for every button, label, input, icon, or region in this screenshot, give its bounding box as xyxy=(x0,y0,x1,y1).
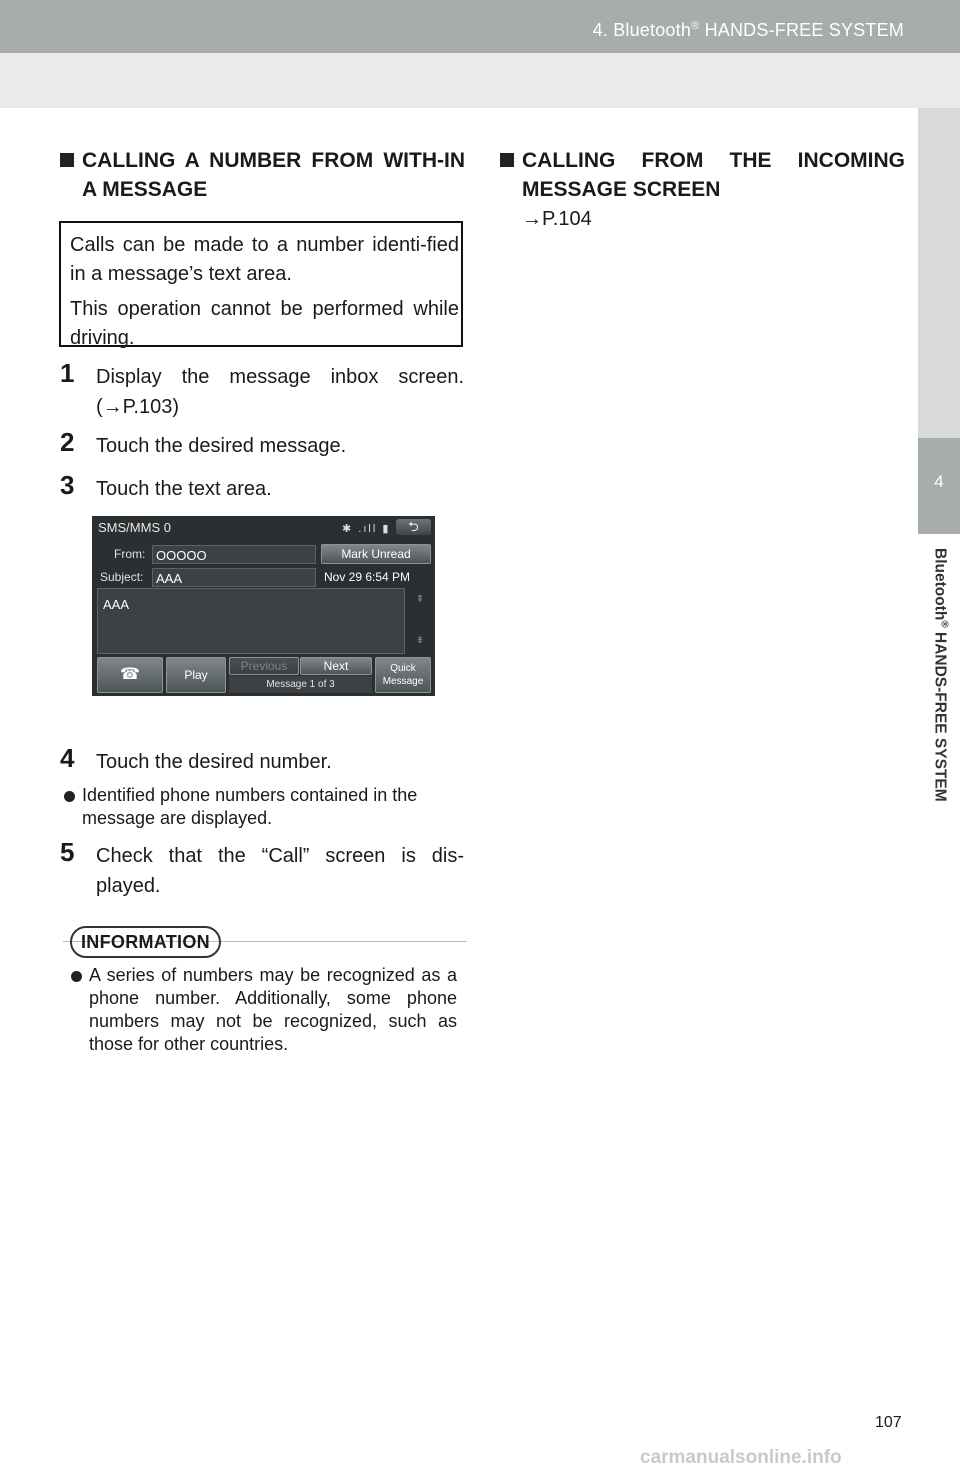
note-line: Calls can be made to a number identi-fied in a message’s text area. xyxy=(70,234,459,285)
subject-field: AAA xyxy=(152,568,316,587)
side-tab-number: 4 xyxy=(934,472,944,491)
scrollbar[interactable] xyxy=(410,588,430,654)
side-chapter-title: Bluetooth® HANDS-FREE SYSTEM xyxy=(931,548,950,802)
header-band xyxy=(0,53,960,108)
information-badge: INFORMATION xyxy=(70,926,221,958)
back-button[interactable]: ⮌ xyxy=(396,519,431,535)
mark-unread-button[interactable]: Mark Unread xyxy=(321,544,431,564)
message-screen xyxy=(92,516,435,696)
previous-button[interactable]: Previous xyxy=(229,657,299,675)
section-title-incoming-message: CALLING FROM THE INCOMING MESSAGE SCREEN xyxy=(522,146,905,204)
call-button[interactable] xyxy=(97,657,163,693)
date-time: Nov 29 6:54 PM xyxy=(324,570,411,584)
next-button[interactable]: Next xyxy=(300,657,372,675)
watermark: carmanualsonline.info xyxy=(640,1447,842,1468)
page-reference-link[interactable]: →P.104 xyxy=(522,208,592,230)
bullet-dot-icon xyxy=(64,791,75,802)
square-bullet-icon xyxy=(500,153,514,167)
quick-message-button[interactable]: Quick Message xyxy=(375,657,431,693)
note-line: This operation cannot be performed while driving. xyxy=(70,298,459,349)
side-tab-upper xyxy=(918,108,960,438)
message-text-area[interactable] xyxy=(97,588,405,654)
scroll-down-icon[interactable]: ⇟ xyxy=(415,635,425,646)
scroll-up-icon[interactable]: ⇞ xyxy=(415,594,425,605)
subject-label: Subject: xyxy=(100,570,144,584)
from-field: OOOOO xyxy=(152,545,316,564)
message-counter: Message 1 of 3 xyxy=(229,676,372,693)
play-button[interactable]: Play xyxy=(166,657,226,693)
from-label: From: xyxy=(114,547,146,561)
bullet-dot-icon xyxy=(71,971,82,982)
phone-icon: ☎ xyxy=(120,666,140,683)
status-icons: ✱ .ıll ▮ xyxy=(342,523,391,535)
note-box xyxy=(59,221,463,347)
message-body: AAA xyxy=(103,597,130,612)
info-bullet: A series of numbers may be recognized as a phone number. Additionally, some phone numbers may not be recognized, such as those for other countries. xyxy=(89,964,457,1056)
screen-title: SMS/MMS 0 xyxy=(98,520,171,535)
chapter-header: 4. Bluetooth® HANDS-FREE SYSTEM xyxy=(592,20,904,40)
square-bullet-icon xyxy=(60,153,74,167)
section-title-calling-number: CALLING A NUMBER FROM WITH-IN A MESSAGE xyxy=(82,146,465,204)
page-number: 107 xyxy=(875,1414,902,1431)
step-4-bullet: Identified phone numbers contained in the message are displayed. xyxy=(82,784,468,830)
